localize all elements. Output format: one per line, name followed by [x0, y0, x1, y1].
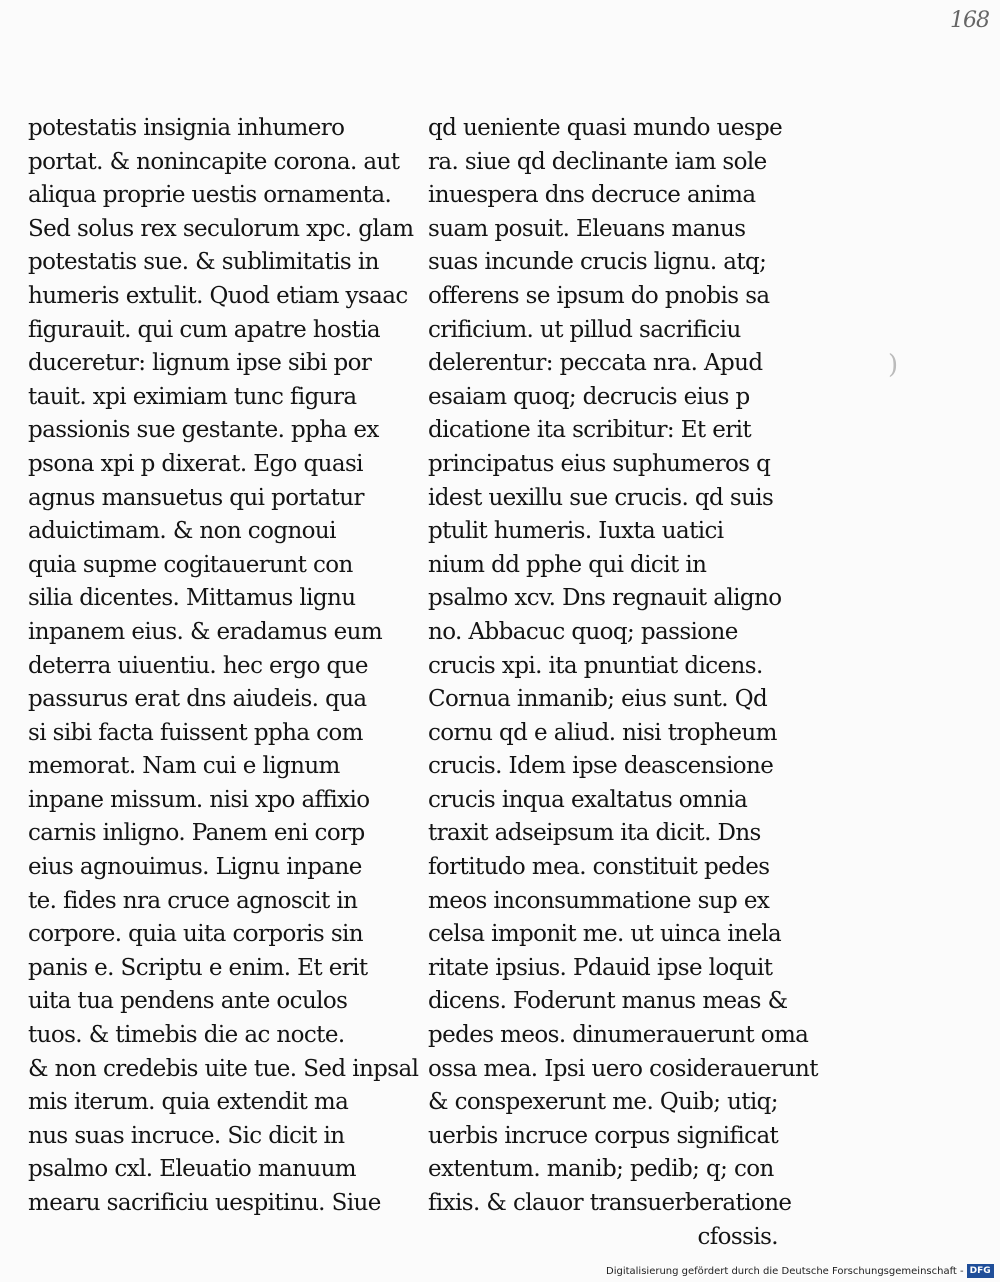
- text-line: uerbis incruce corpus significat: [428, 1122, 779, 1149]
- text-line: psalmo cxl. Eleuatio manuum: [28, 1156, 357, 1183]
- text-line: panis e. Scriptu e enim. Et erit: [28, 954, 368, 981]
- text-line: nus suas incruce. Sic dicit in: [28, 1122, 345, 1149]
- text-line: aliqua proprie uestis ornamenta.: [28, 182, 392, 209]
- text-line: qd ueniente quasi mundo uespe: [428, 115, 783, 141]
- text-line: inuespera dns decruce anima: [428, 182, 756, 209]
- text-line: dicens. Foderunt manus meas &: [428, 988, 788, 1015]
- dfg-logo: DFG: [967, 1264, 994, 1278]
- text-line: agnus mansuetus qui portatur: [28, 484, 364, 511]
- text-line: esaiam quoq; decrucis eius p: [428, 383, 750, 410]
- text-line: te. fides nra cruce agnoscit in: [28, 887, 358, 914]
- text-line: fortitudo mea. constituit pedes: [428, 854, 770, 881]
- text-line: silia dicentes. Mittamus lignu: [28, 585, 356, 612]
- text-line: principatus eius suphumeros q: [428, 450, 771, 477]
- text-line: cfossis.: [697, 1223, 778, 1250]
- text-line: suas incunde crucis lignu. atq;: [428, 249, 767, 276]
- text-line: crucis xpi. ita pnuntiat dicens.: [428, 652, 763, 679]
- text-line: inpane missum. nisi xpo affixio: [28, 786, 370, 813]
- text-line: humeris extulit. Quod etiam ysaac: [28, 282, 408, 309]
- text-line: idest uexillu sue crucis. qd suis: [428, 484, 774, 511]
- text-line: crucis inqua exaltatus omnia: [428, 786, 748, 813]
- left-text-column: [28, 112, 428, 1221]
- text-line: tauit. xpi eximiam tunc figura: [28, 383, 357, 410]
- text-line: Cornua inmanib; eius sunt. Qd: [428, 686, 768, 713]
- text-line: offerens se ipsum do pnobis sa: [428, 282, 770, 309]
- text-line: pedes meos. dinumerauerunt oma: [428, 1022, 809, 1049]
- text-line: potestatis insignia inhumero: [28, 115, 345, 141]
- text-line: figurauit. qui cum apatre hostia: [28, 316, 381, 343]
- text-line: passionis sue gestante. ppha ex: [28, 417, 379, 444]
- footer-credit: [606, 1263, 994, 1279]
- text-line: no. Abbacuc quoq; passione: [428, 618, 738, 645]
- text-line: ossa mea. Ipsi uero cosiderauerunt: [428, 1055, 818, 1082]
- text-line: uita tua pendens ante oculos: [28, 988, 348, 1015]
- text-line: eius agnouimus. Lignu inpane: [28, 854, 362, 881]
- text-line: nium dd pphe qui dicit in: [428, 551, 707, 578]
- text-line: psona xpi p dixerat. Ego quasi: [28, 450, 363, 477]
- text-line: potestatis sue. & sublimitatis in: [28, 249, 379, 276]
- text-line: meos inconsummatione sup ex: [428, 887, 770, 914]
- text-line: & conspexerunt me. Quib; utiq;: [428, 1089, 778, 1116]
- text-line: celsa imponit me. ut uinca inela: [428, 921, 782, 948]
- text-line: cornu qd e aliud. nisi tropheum: [428, 719, 777, 746]
- text-line: si sibi facta fuissent ppha com: [28, 719, 363, 746]
- text-line: Sed solus rex seculorum xpc. glam: [28, 215, 414, 242]
- text-line: suam posuit. Eleuans manus: [428, 215, 746, 242]
- text-line: aduictimam. & non cognoui: [28, 518, 336, 545]
- text-line: crucis. Idem ipse deascensione: [428, 753, 774, 780]
- text-line: duceretur: lignum ipse sibi por: [28, 350, 372, 377]
- right-text-column: [428, 112, 828, 1254]
- text-line: portat. & nonincapite corona. aut: [28, 148, 400, 175]
- text-line: extentum. manib; pedib; q; con: [428, 1156, 774, 1183]
- text-line: memorat. Nam cui e lignum: [28, 753, 340, 780]
- text-line: passurus erat dns aiudeis. qua: [28, 686, 367, 713]
- text-line: corpore. quia uita corporis sin: [28, 921, 364, 948]
- text-line: traxit adseipsum ita dicit. Dns: [428, 820, 761, 847]
- footer-text: Digitalisierung gefördert durch die Deutsche Forschungsgemeinschaft -: [606, 1265, 964, 1277]
- text-line: mearu sacrificiu uespitinu. Siue: [28, 1190, 381, 1216]
- margin-mark: ): [888, 350, 899, 380]
- folio-number: 168: [950, 8, 989, 33]
- text-line: crificium. ut pillud sacrificiu: [428, 316, 741, 343]
- text-line: carnis inligno. Panem eni corp: [28, 820, 365, 847]
- text-line: ritate ipsius. Pdauid ipse loquit: [428, 954, 773, 981]
- text-line: delerentur: peccata nra. Apud: [428, 350, 763, 377]
- text-line: ptulit humeris. Iuxta uatici: [428, 518, 724, 545]
- text-line: mis iterum. quia extendit ma: [28, 1089, 349, 1116]
- text-line: quia supme cogitauerunt con: [28, 551, 353, 578]
- text-line: deterra uiuentiu. hec ergo que: [28, 652, 368, 679]
- text-line: fixis. & clauor transuerberatione: [428, 1190, 792, 1216]
- text-line: tuos. & timebis die ac nocte.: [28, 1022, 345, 1049]
- text-line: dicatione ita scribitur: Et erit: [428, 417, 752, 444]
- text-line: psalmo xcv. Dns regnauit aligno: [428, 585, 782, 612]
- text-line: & non credebis uite tue. Sed inpsal: [28, 1055, 419, 1082]
- text-line: ra. siue qd declinante iam sole: [428, 148, 767, 175]
- text-line: inpanem eius. & eradamus eum: [28, 618, 383, 645]
